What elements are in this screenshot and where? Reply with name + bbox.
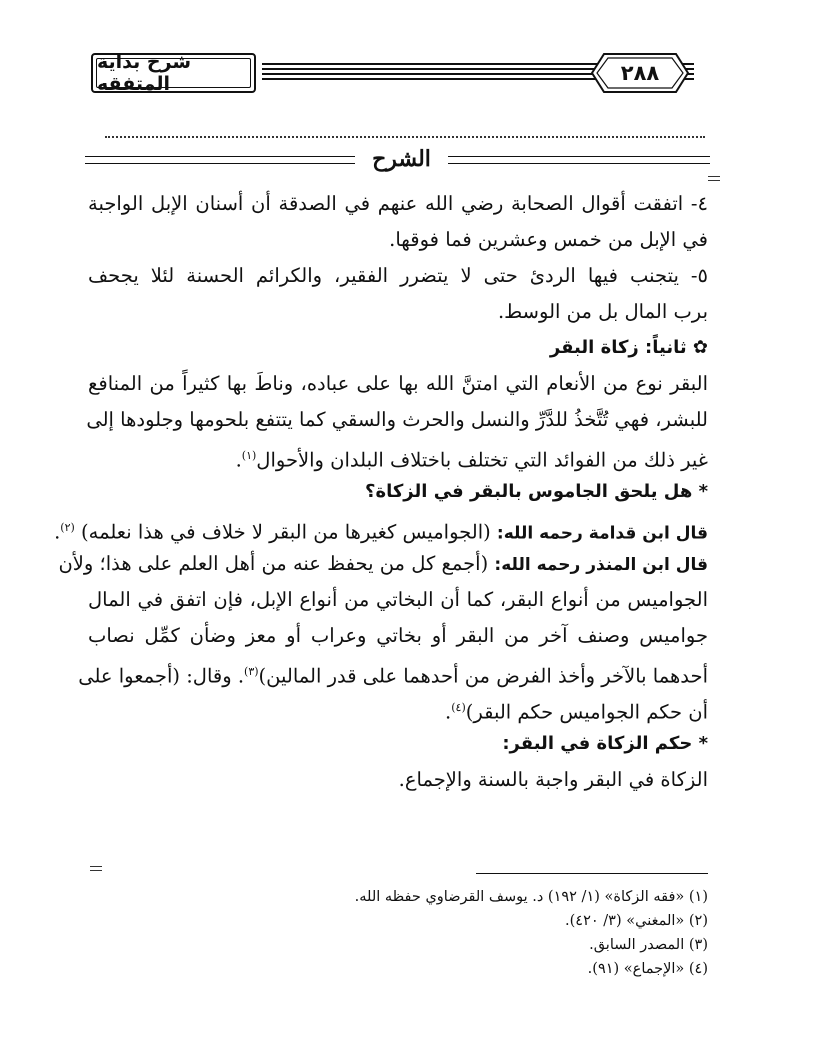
flower-icon: ✿ (686, 337, 708, 358)
quote2-line5: أن حكم الجواميس حكم البقر)$^{(٤)}$. (445, 700, 708, 724)
dotted-divider (105, 122, 705, 138)
footnote-rule (476, 873, 708, 874)
section-rule-left (85, 156, 355, 164)
footnote-2: (٢) «المغني» (٣/ ٤٢٠). (565, 913, 708, 929)
para2-line2: برب المال بل من الوسط. (497, 300, 708, 323)
para1-line1: ٤- اتفقت أقوال الصحابة رضي الله عنهم في الصدقة أن أسنان الإبل الواجبة (88, 192, 708, 215)
book-title-box (91, 53, 256, 93)
ruling-line: الزكاة في البقر واجبة بالسنة والإجماع. (398, 768, 708, 791)
question-buffalo: * هل يلحق الجاموس بالبقر في الزكاة؟ (365, 481, 708, 502)
footnote-1: (١) «فقه الزكاة» (١/ ١٩٢) د. يوسف القرضاوي حفظه الله. (354, 889, 708, 905)
margin-mark (708, 176, 720, 181)
main-text (54, 186, 708, 798)
quote2-line2: الجواميس من أنواع البقر، كما أن البخاتي من أنواع الإبل، فإن اتفق في المال (88, 588, 708, 611)
footnote-3: (٣) المصدر السابق. (589, 937, 708, 953)
quote2-line3: جواميس وصنف آخر من البقر أو بخاتي وعراب أو معز وضأن كمِّل نصاب (88, 624, 708, 647)
footnote-4: (٤) «الإجماع» (٩١). (587, 961, 708, 977)
para2-line1: ٥- يتجنب فيها الردئ حتى لا يتضرر الفقير، والكرائم الحسنة لئلا يجحف (88, 264, 708, 287)
question-ruling: * حكم الزكاة في البقر: (502, 733, 708, 754)
book-title: شرح بداية المتفقه (96, 58, 251, 88)
cattle-line3: غير ذلك من الفوائد التي تختلف باختلاف البلدان والأحوال$^{(١)}$. (235, 448, 708, 472)
quote1-line: قال ابن قدامة رحمه الله: (الجواميس كغيرها من البقر لا خلاف في هذا نعلمه) $^{(٢)}$. (54, 520, 708, 544)
subheading: ✿ ثانياً: زكاة البقر (549, 337, 708, 358)
footnotes (300, 885, 708, 981)
margin-mark-bottom (90, 866, 102, 871)
para1-line2: في الإبل من خمس وعشرين فما فوقها. (389, 228, 708, 251)
quote2-line4: أحدهما بالآخر وأخذ الفرض من أحدهما على قدر المالين)$^{(٣)}$. وقال: (أجمعوا على (78, 664, 708, 688)
page-number: ٢٨٨ (620, 61, 660, 85)
cattle-line1: البقر نوع من الأنعام التي امتنَّ الله بها على عباده، وناطَ بها كثيراً من المنافع (88, 372, 708, 395)
cattle-line2: للبشر، فهي تُتَّخذُ للدَّرِّ والنسل والحرث والسقي كما يتتفع بلحومها وجلودها إلى (86, 408, 708, 431)
section-rule-right (448, 156, 710, 164)
page-number-badge (590, 52, 690, 94)
section-title: الشرح (372, 146, 431, 172)
quote2-line1: قال ابن المنذر رحمه الله: (أجمع كل من يحفظ عنه من أهل العلم على هذا؛ ولأن (58, 552, 708, 575)
section-header (85, 146, 710, 178)
